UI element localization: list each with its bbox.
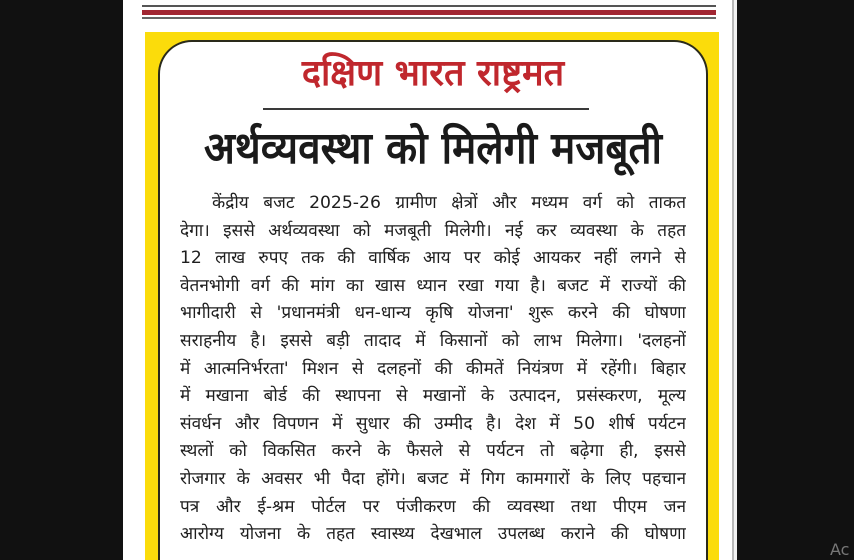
body-line: स्थलों को विकसित करने के फैसले से पर्यटन तो बढ़ेगा ही, इससे xyxy=(180,441,686,462)
body-line: रोजगार के अवसर भी पैदा होंगे। बजट में गिग कामगारों के लिए पहचान xyxy=(180,468,686,489)
article-headline: अर्थव्यवस्था को मिलेगी मजबूती xyxy=(203,123,663,174)
body-line: वेतनभोगी वर्ग की मांग का खास ध्यान रखा गया है। बजट में राज्यों की xyxy=(180,275,686,296)
body-line: देगा। इससे अर्थव्यवस्था को मजबूती मिलेगी। नई कर व्यवस्था के तहत xyxy=(180,220,686,241)
rule-red-accent xyxy=(142,10,716,15)
body-line: पत्र और ई-श्रम पोर्टल पर पंजीकरण की व्यवस्था तथा पीएम जन xyxy=(180,496,686,517)
article-card xyxy=(158,40,708,560)
body-line: भागीदारी से 'प्रधानमंत्री धन-धान्य कृषि योजना' शुरू करने की घोषणा xyxy=(180,303,686,324)
article-frame xyxy=(145,32,719,560)
article-body xyxy=(180,190,686,549)
masthead-title: दक्षिण भारत राष्ट्रमत xyxy=(301,53,565,94)
newspaper-page xyxy=(123,0,734,560)
body-line: 12 लाख रुपए तक की वार्षिक आय पर कोई आयकर नहीं लगने से xyxy=(180,248,686,269)
body-line: में आत्मनिर्भरता' मिशन से दलहनों की कीमतें नियंत्रण में रहेंगी। बिहार xyxy=(180,358,686,379)
body-line: सराहनीय है। इससे बड़ी तादाद में किसानों को लाभ मिलेगा। 'दलहनों xyxy=(180,330,686,351)
rule-thin-top xyxy=(142,5,716,7)
rule-thin-bottom xyxy=(142,17,716,19)
activation-watermark: Ac xyxy=(830,540,850,559)
body-line: में मखाना बोर्ड की स्थापना से मखानों के उत्पादन, प्रसंस्करण, मूल्य xyxy=(180,386,686,407)
body-line: संवर्धन और विपणन में सुधार की उम्मीद है। देश में 50 शीर्ष पर्यटन xyxy=(180,413,686,434)
body-line: केंद्रीय बजट 2025-26 ग्रामीण क्षेत्रों और मध्यम वर्ग को ताकत xyxy=(212,193,686,213)
masthead-divider xyxy=(263,108,589,110)
body-line: आरोग्य योजना के तहत स्वास्थ्य देखभाल उपलब्ध कराने की घोषणा xyxy=(180,524,686,545)
header-rules xyxy=(142,5,716,19)
